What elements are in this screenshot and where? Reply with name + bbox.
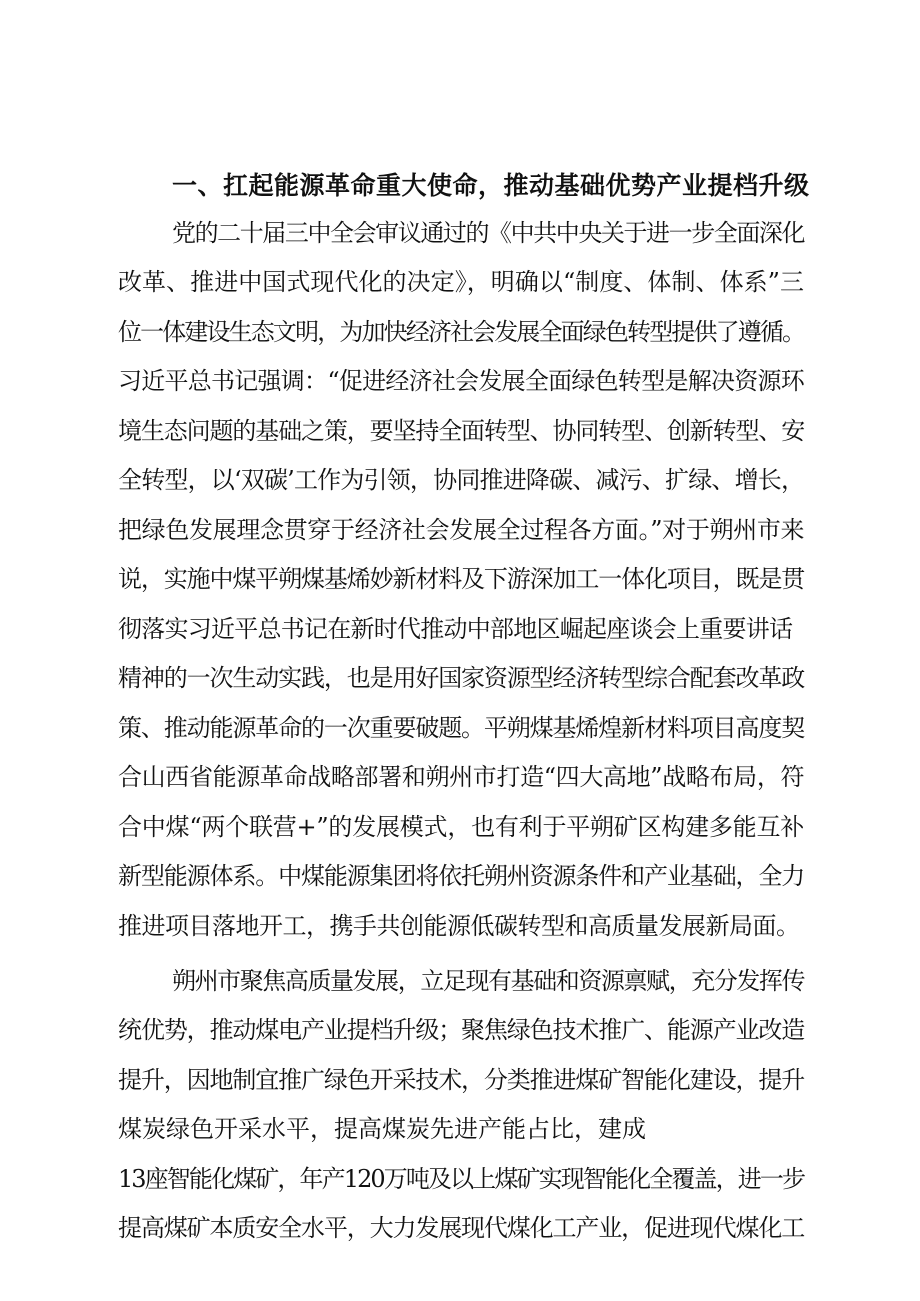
paragraph-line: 提高煤矿本质安全水平，大力发展现代煤化工产业，促进现代煤化工 <box>118 1214 804 1242</box>
paragraph-line: 境生态问题的基础之策，要坚持全面转型、协同转型、创新转型、安 <box>118 417 804 445</box>
paragraph-line: 提升，因地制宜推广绿色开采技术，分类推进煤矿智能化建设，提升 <box>118 1066 804 1094</box>
paragraph-line: 合中煤“两个联营+”的发展模式，也有利于平朔矿区构建多能互补 <box>118 813 804 841</box>
paragraph-line: 全转型，以‘双碳’工作为引领，协同推进降碳、减污、扩绿、增长， <box>118 466 804 494</box>
paragraph-line: 把绿色发展理念贯穿于经济社会发展全过程各方面。”对于朔州市来 <box>118 516 804 544</box>
paragraph-line: 彻落实习近平总书记在新时代推动中部地区崛起座谈会上重要讲话 <box>118 615 793 643</box>
paragraph-line: 党的二十届三中全会审议通过的《中共中央关于进一步全面深化 <box>172 219 804 247</box>
paragraph-line: 新型能源体系。中煤能源集团将依托朔州资源条件和产业基础，全力 <box>118 862 804 890</box>
paragraph-line: 策、推动能源革命的一次重要破题。平朔煤基烯煌新材料项目高度契 <box>118 714 804 742</box>
paragraph-line: 统优势，推动煤电产业提档升级；聚焦绿色技术推广、能源产业改造 <box>118 1016 804 1044</box>
paragraph-line: 推进项目落地开工，携手共创能源低碳转型和高质量发展新局面。 <box>118 912 800 940</box>
paragraph-line: 煤炭绿色开采水平，提高煤炭先进产能占比，建成 <box>118 1115 646 1143</box>
paragraph-line: 13座智能化煤矿，年产120万吨及以上煤矿实现智能化全覆盖，进一步 <box>118 1165 804 1193</box>
paragraph-line: 位一体建设生态文明，为加快经济社会发展全面绿色转型提供了遵循。 <box>118 318 804 346</box>
paragraph-line: 改革、推进中国式现代化的决定》，明确以“制度、体制、体系”三 <box>118 268 804 296</box>
paragraph-line: 合山西省能源革命战略部署和朔州市打造“四大高地”战略布局，符 <box>118 763 804 791</box>
paragraph-line: 精神的一次生动实践，也是用好国家资源型经济转型综合配套改革政 <box>118 664 804 692</box>
paragraph-line: 朔州市聚焦高质量发展，立足现有基础和资源禀赋，充分发挥传 <box>172 967 804 995</box>
paragraph-line: 习近平总书记强调：“促进经济社会发展全面绿色转型是解决资源环 <box>118 367 804 395</box>
paragraph-line: 说，实施中煤平朔煤基烯妙新材料及下游深加工一体化项目，既是贯 <box>118 565 804 593</box>
section-heading: 一、扛起能源革命重大使命，推动基础优势产业提档升级 <box>172 171 810 200</box>
